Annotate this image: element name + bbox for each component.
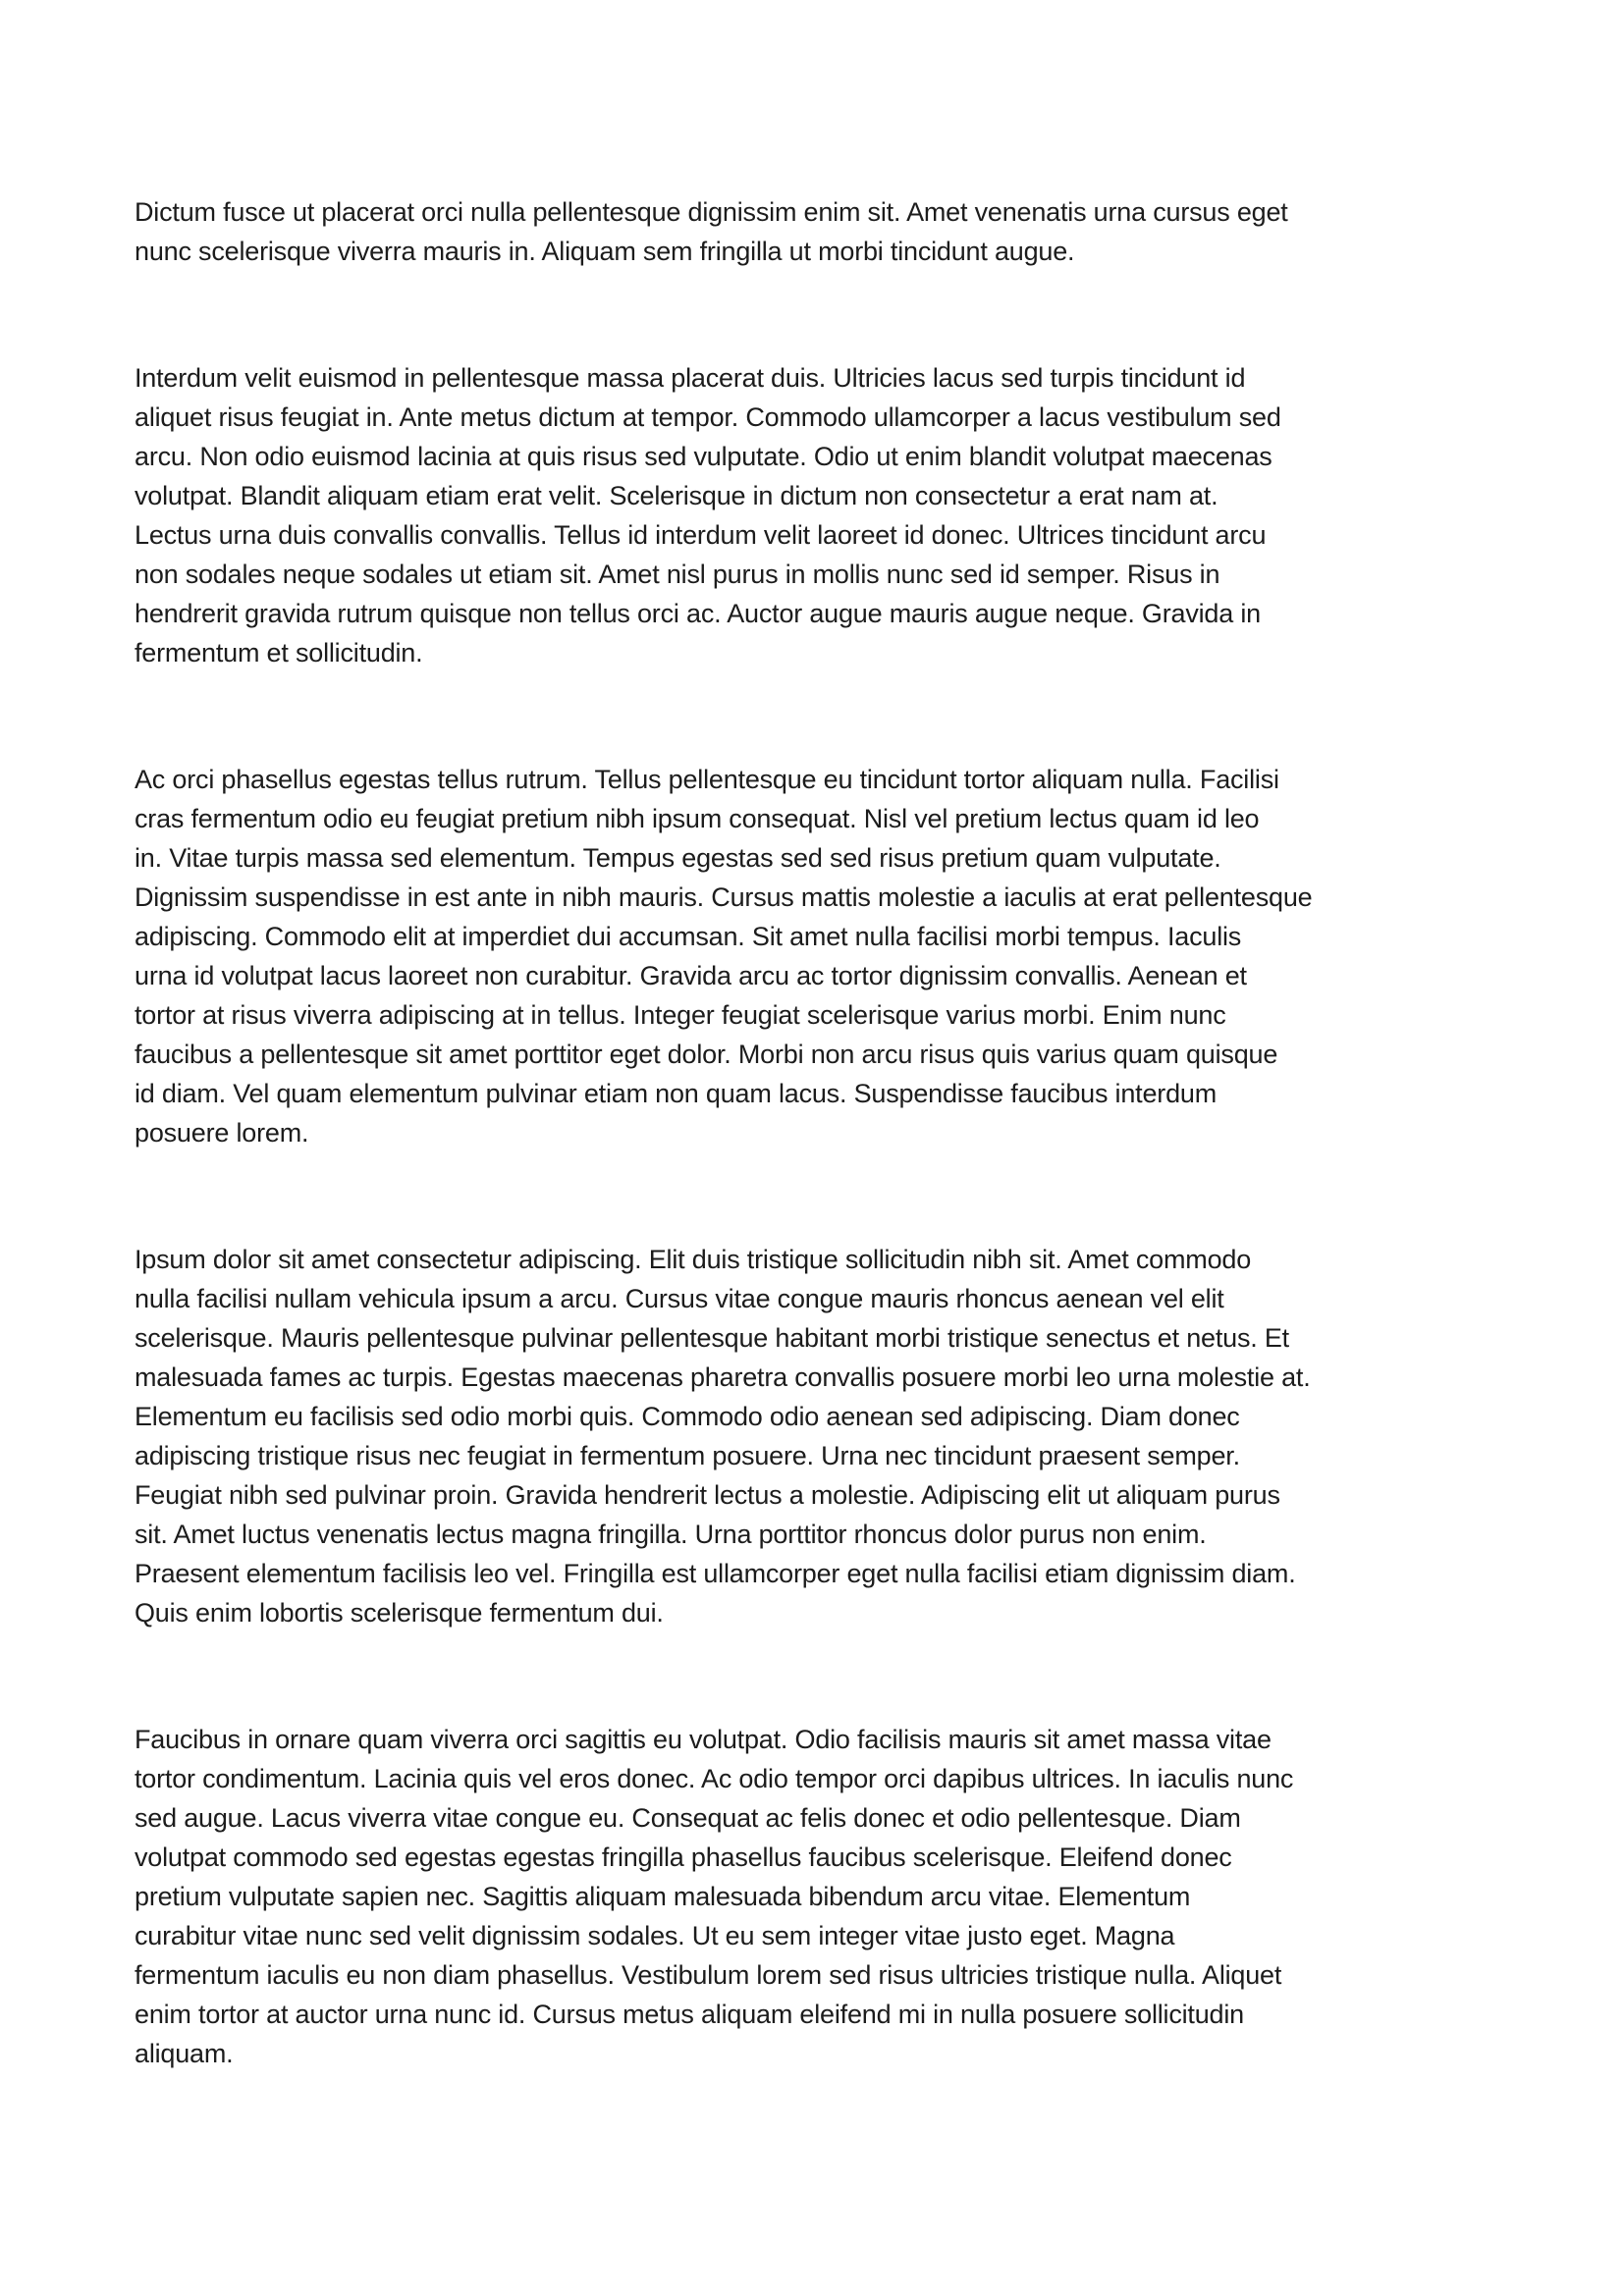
paragraph-1 [135,192,1475,271]
text-line: volutpat commodo sed egestas egestas fringilla phasellus faucibus scelerisque. Eleifend donec [135,1842,1232,1872]
text-line: sit. Amet luctus venenatis lectus magna fringilla. Urna porttitor rhoncus dolor purus non enim. [135,1520,1207,1549]
text-line: curabitur vitae nunc sed velit dignissim sodales. Ut eu sem integer vitae justo eget. Magna [135,1921,1175,1950]
paragraph-4 [135,1240,1475,1632]
text-line: nunc scelerisque viverra mauris in. Aliquam sem fringilla ut morbi tincidunt augue. [135,237,1075,266]
text-line: adipiscing tristique risus nec feugiat in fermentum posuere. Urna nec tincidunt praesent semper. [135,1441,1240,1470]
paragraph-5 [135,1720,1475,2073]
text-line: fermentum iaculis eu non diam phasellus. Vestibulum lorem sed risus ultricies tristique nulla. Aliquet [135,1960,1282,1990]
paragraph-2 [135,358,1475,672]
text-line: fermentum et sollicitudin. [135,638,423,667]
paragraph-3 [135,760,1475,1152]
text-line: Dictum fusce ut placerat orci nulla pellentesque dignissim enim sit. Amet venenatis urna cursus eget [135,197,1288,227]
text-line: urna id volutpat lacus laoreet non curabitur. Gravida arcu ac tortor dignissim convallis. Aenean et [135,961,1247,990]
text-line: Ipsum dolor sit amet consectetur adipiscing. Elit duis tristique sollicitudin nibh sit. Amet commodo [135,1245,1252,1274]
text-line: Elementum eu facilisis sed odio morbi quis. Commodo odio aenean sed adipiscing. Diam donec [135,1402,1240,1431]
text-line: tortor at risus viverra adipiscing at in tellus. Integer feugiat scelerisque varius morbi. Enim nunc [135,1000,1226,1030]
text-line: scelerisque. Mauris pellentesque pulvinar pellentesque habitant morbi tristique senectus et netus. Et [135,1323,1289,1353]
text-line: Dignissim suspendisse in est ante in nibh mauris. Cursus mattis molestie a iaculis at erat pellentesque [135,882,1313,912]
text-line: id diam. Vel quam elementum pulvinar etiam non quam lacus. Suspendisse faucibus interdum [135,1079,1218,1108]
text-line: Faucibus in ornare quam viverra orci sagittis eu volutpat. Odio facilisis mauris sit amet massa vitae [135,1725,1272,1754]
text-line: cras fermentum odio eu feugiat pretium nibh ipsum consequat. Nisl vel pretium lectus quam id leo [135,804,1260,833]
text-line: enim tortor at auctor urna nunc id. Cursus metus aliquam eleifend mi in nulla posuere sollicitudin [135,2000,1244,2029]
text-line: aliquet risus feugiat in. Ante metus dictum at tempor. Commodo ullamcorper a lacus vestibulum sed [135,402,1281,432]
text-line: malesuada fames ac turpis. Egestas maecenas pharetra convallis posuere morbi leo urna molestie at. [135,1362,1311,1392]
text-line: Feugiat nibh sed pulvinar proin. Gravida hendrerit lectus a molestie. Adipiscing elit ut aliquam purus [135,1480,1280,1510]
document-text-block [135,192,1475,2073]
text-line: pretium vulputate sapien nec. Sagittis aliquam malesuada bibendum arcu vitae. Elementum [135,1882,1191,1911]
text-line: non sodales neque sodales ut etiam sit. Amet nisl purus in mollis nunc sed id semper. Risus in [135,560,1220,589]
text-line: Praesent elementum facilisis leo vel. Fringilla est ullamcorper eget nulla facilisi etiam dignissim diam. [135,1559,1296,1588]
text-line: aliquam. [135,2039,234,2068]
text-line: volutpat. Blandit aliquam etiam erat velit. Scelerisque in dictum non consectetur a erat nam at. [135,481,1218,510]
text-line: tortor condimentum. Lacinia quis vel eros donec. Ac odio tempor orci dapibus ultrices. In iaculis nunc [135,1764,1294,1793]
text-line: arcu. Non odio euismod lacinia at quis risus sed vulputate. Odio ut enim blandit volutpat maecenas [135,442,1272,471]
text-line: Lectus urna duis convallis convallis. Tellus id interdum velit laoreet id donec. Ultrices tincidunt arcu [135,520,1267,550]
text-line: faucibus a pellentesque sit amet porttitor eget dolor. Morbi non arcu risus quis varius quam quisque [135,1040,1278,1069]
text-line: nulla facilisi nullam vehicula ipsum a arcu. Cursus vitae congue mauris rhoncus aenean vel elit [135,1284,1224,1313]
text-line: hendrerit gravida rutrum quisque non tellus orci ac. Auctor augue mauris augue neque. Gravida in [135,599,1261,628]
text-line: Interdum velit euismod in pellentesque massa placerat duis. Ultricies lacus sed turpis tincidunt id [135,363,1246,393]
text-line: sed augue. Lacus viverra vitae congue eu. Consequat ac felis donec et odio pellentesque. Diam [135,1803,1241,1833]
text-line: in. Vitae turpis massa sed elementum. Tempus egestas sed sed risus pretium quam vulputate. [135,843,1221,873]
text-line: posuere lorem. [135,1118,309,1148]
text-line: Quis enim lobortis scelerisque fermentum dui. [135,1598,664,1628]
text-line: adipiscing. Commodo elit at imperdiet dui accumsan. Sit amet nulla facilisi morbi tempus. Iaculis [135,922,1242,951]
text-line: Ac orci phasellus egestas tellus rutrum. Tellus pellentesque eu tincidunt tortor aliquam nulla. Facilisi [135,765,1279,794]
